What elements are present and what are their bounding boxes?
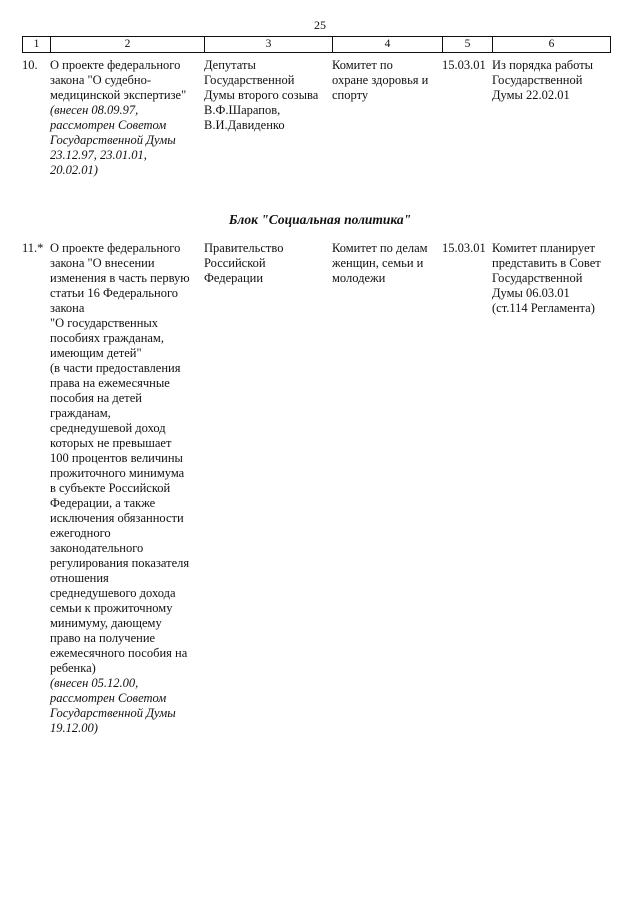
section-title: Блок "Социальная политика" — [228, 212, 412, 227]
page-number: 25 — [314, 18, 326, 32]
column-header: 3 — [205, 37, 333, 53]
bill-description — [50, 241, 198, 736]
bill-title: О проекте федерального закона "О внесении изменения в часть первую статьи 16 Федерального закона "О государственных пособиях гражданам, имеющим детей" (в части предоставления права на ежемесячные пособия на детей гражданам, среднедушевой доход которых не превышает 100 процентов величины прожиточного минимума в субъекте Российской Федерации, а также исключения обязанности ежегодного законодательного регулирования показателя отношения среднедушевого дохода семьи к прожиточному минимуму, дающему право на получение ежемесячного пособия на ребенка) — [50, 241, 190, 675]
row-number: 11.* — [22, 241, 44, 255]
column-number-header — [22, 36, 611, 53]
column-header: 1 — [23, 37, 51, 53]
date: 15.03.01 — [442, 58, 486, 72]
column-header: 4 — [333, 37, 443, 53]
column-header: 6 — [493, 37, 611, 53]
committee: Комитет по делам женщин, семьи и молодежи — [332, 241, 428, 285]
initiator: Правительство Российской Федерации — [204, 241, 284, 285]
column-header: 5 — [443, 37, 493, 53]
bill-note: (внесен 05.12.00, рассмотрен Советом Государственной Думы 19.12.00) — [50, 676, 176, 735]
initiator: Депутаты Государственной Думы второго созыва В.Ф.Шарапов, В.И.Давиденко — [204, 58, 319, 132]
bill-title: О проекте федерального закона "О судебно- медицинской экспертизе" — [50, 58, 187, 102]
comment: Из порядка работы Государственной Думы 22.02.01 — [492, 58, 594, 102]
column-header: 2 — [51, 37, 205, 53]
date: 15.03.01 — [442, 241, 486, 255]
row-number: 10. — [22, 58, 38, 72]
comment: Комитет планирует представить в Совет Государственной Думы 06.03.01 (ст.114 Регламента) — [492, 241, 601, 315]
bill-description — [50, 58, 198, 178]
bill-note: (внесен 08.09.97, рассмотрен Советом Государственной Думы 23.12.97, 23.01.01, 20.02.01) — [50, 103, 176, 177]
committee: Комитет по охране здоровья и спорту — [332, 58, 429, 102]
